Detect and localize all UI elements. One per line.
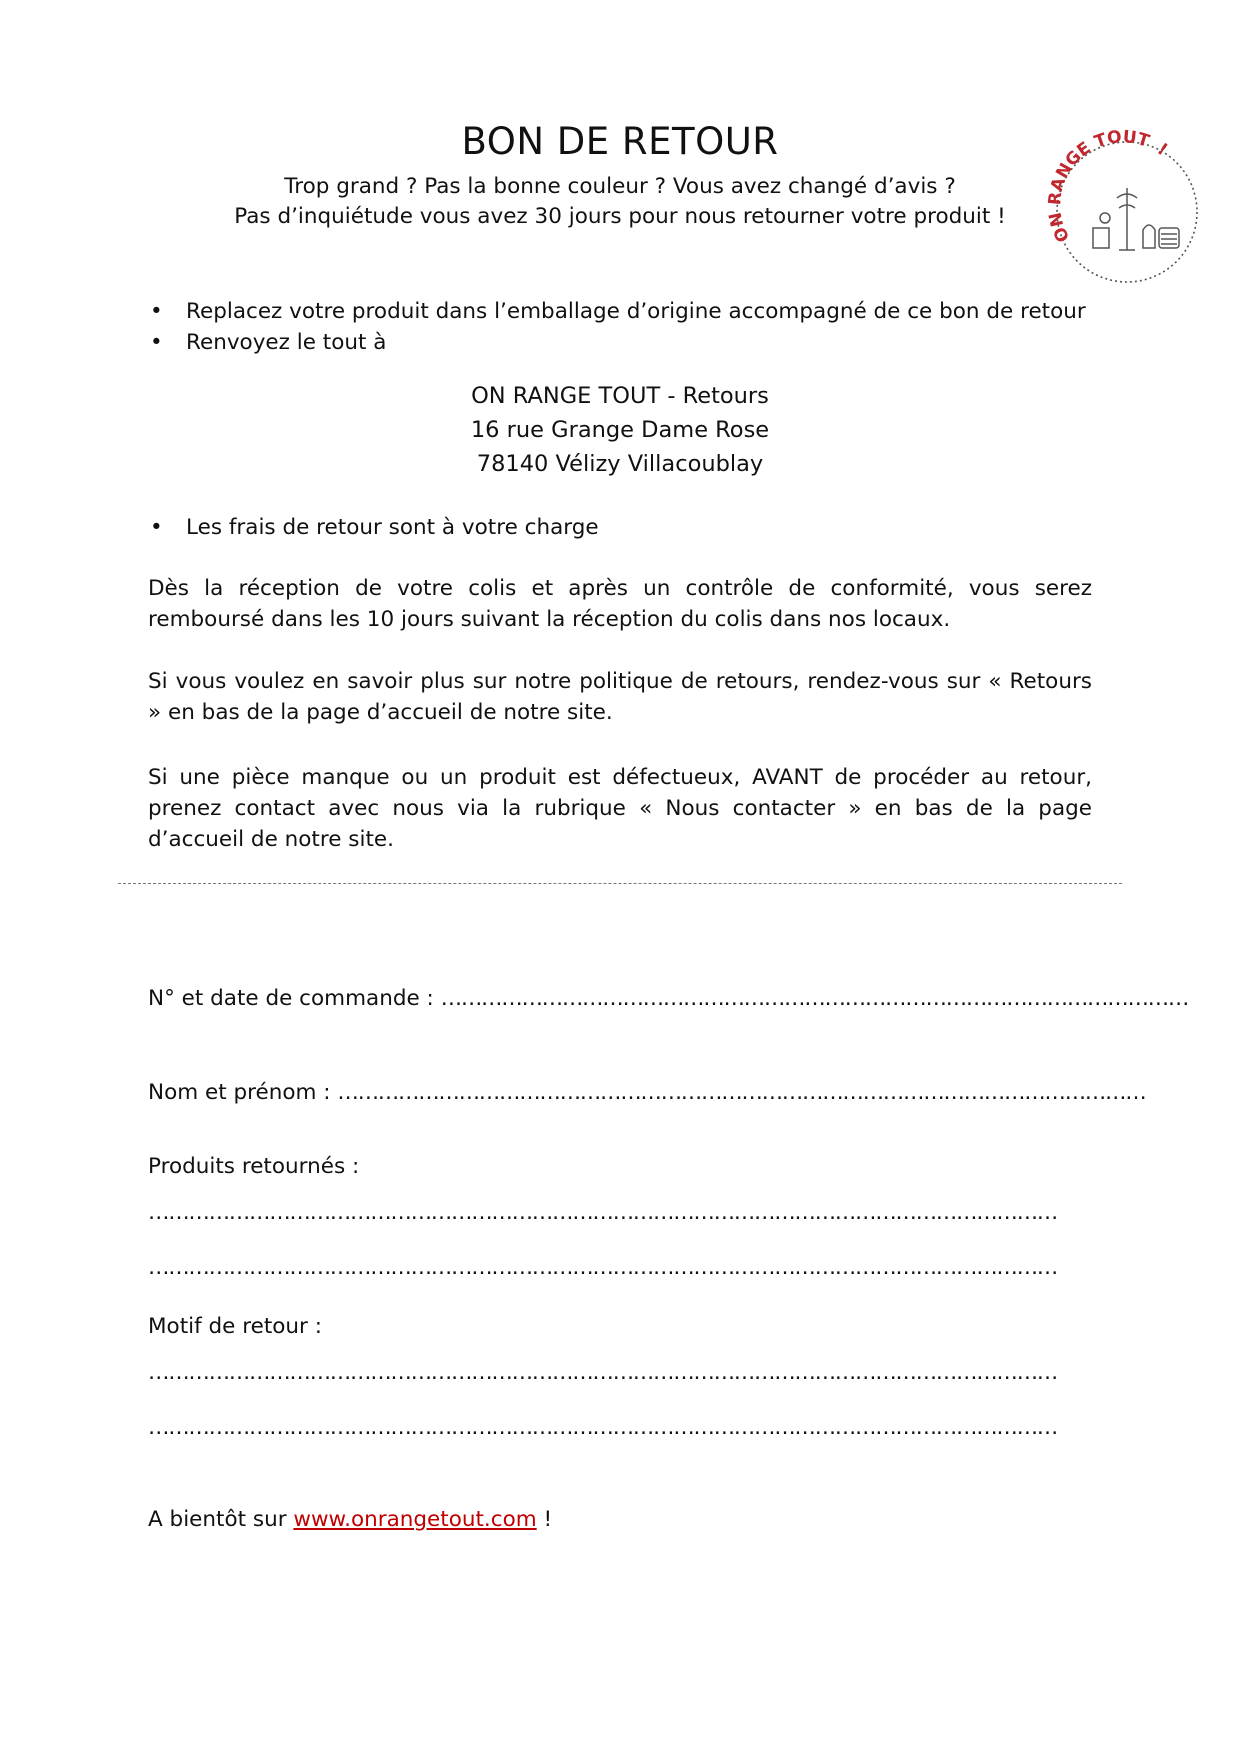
returned-products-blank-2[interactable]	[148, 1253, 1088, 1283]
customer-name-field[interactable]	[148, 1078, 1146, 1108]
list-item: • Renvoyez le tout à	[148, 327, 1108, 358]
address-line-3: 78140 Vélizy Villacoublay	[476, 451, 764, 477]
blank-line[interactable]: ………………………………………………………………………………………………………………………	[148, 1255, 1058, 1280]
logo-text: ON RANGE TOUT !	[1045, 128, 1172, 246]
address-line-2: 16 rue Grange Dame Rose	[470, 417, 770, 443]
order-number-blank[interactable]: …………………………………………………………………………………………………	[440, 986, 1189, 1011]
instruction-list-top	[148, 296, 1108, 358]
blank-line[interactable]: ………………………………………………………………………………………………………………………	[148, 1360, 1058, 1385]
closing-suffix: !	[536, 1507, 553, 1532]
address-line-1: ON RANGE TOUT - Retours	[471, 383, 769, 409]
blank-line[interactable]: ………………………………………………………………………………………………………………………	[148, 1415, 1058, 1440]
refund-paragraph: Dès la réception de votre colis et après un contrôle de conformité, vous serez remboursé dans les 10 jours suivant la réception du colis dans nos locaux.	[148, 576, 1092, 632]
return-reason-blank-2[interactable]	[148, 1413, 1088, 1443]
instruction-list-bottom	[148, 512, 1108, 543]
page-title: BON DE RETOUR	[461, 120, 779, 163]
return-address	[0, 379, 1240, 481]
closing-line	[148, 1505, 552, 1535]
customer-name-blank[interactable]: …………………………………………………………………………………………………………	[337, 1080, 1146, 1105]
order-number-field[interactable]	[148, 984, 1189, 1014]
storage-items-logo-icon	[1093, 188, 1179, 250]
blank-line[interactable]: ………………………………………………………………………………………………………………………	[148, 1200, 1058, 1225]
customer-name-label: Nom et prénom :	[148, 1080, 338, 1105]
website-link[interactable]: www.onrangetout.com	[293, 1507, 537, 1532]
order-number-label: N° et date de commande :	[148, 986, 441, 1011]
return-reason-label: Motif de retour :	[148, 1314, 322, 1339]
defect-paragraph: Si une pièce manque ou un produit est défectueux, AVANT de procéder au retour, prenez contact avec nous via la rubrique « Nous contacter » en bas de la page d’accueil de notre site.	[148, 765, 1092, 852]
subtitle-line-1: Trop grand ? Pas la bonne couleur ? Vous avez changé d’avis ?	[284, 174, 956, 199]
returned-products-blank-1[interactable]	[148, 1198, 1088, 1228]
return-reason-blank-1[interactable]	[148, 1358, 1088, 1388]
list-item: • Replacez votre produit dans l’emballage d’origine accompagné de ce bon de retour	[148, 296, 1108, 327]
brand-logo	[1043, 128, 1211, 296]
cut-line-divider	[118, 883, 1122, 884]
policy-paragraph: Si vous voulez en savoir plus sur notre politique de retours, rendez-vous sur « Retours » en bas de la page d’accueil de notre site.	[148, 669, 1092, 725]
closing-prefix: A bientôt sur	[148, 1507, 294, 1532]
subtitle-line-2: Pas d’inquiétude vous avez 30 jours pour nous retourner votre produit !	[234, 204, 1006, 229]
returned-products-label: Produits retournés :	[148, 1154, 360, 1179]
list-item: • Les frais de retour sont à votre charge	[148, 512, 1108, 543]
